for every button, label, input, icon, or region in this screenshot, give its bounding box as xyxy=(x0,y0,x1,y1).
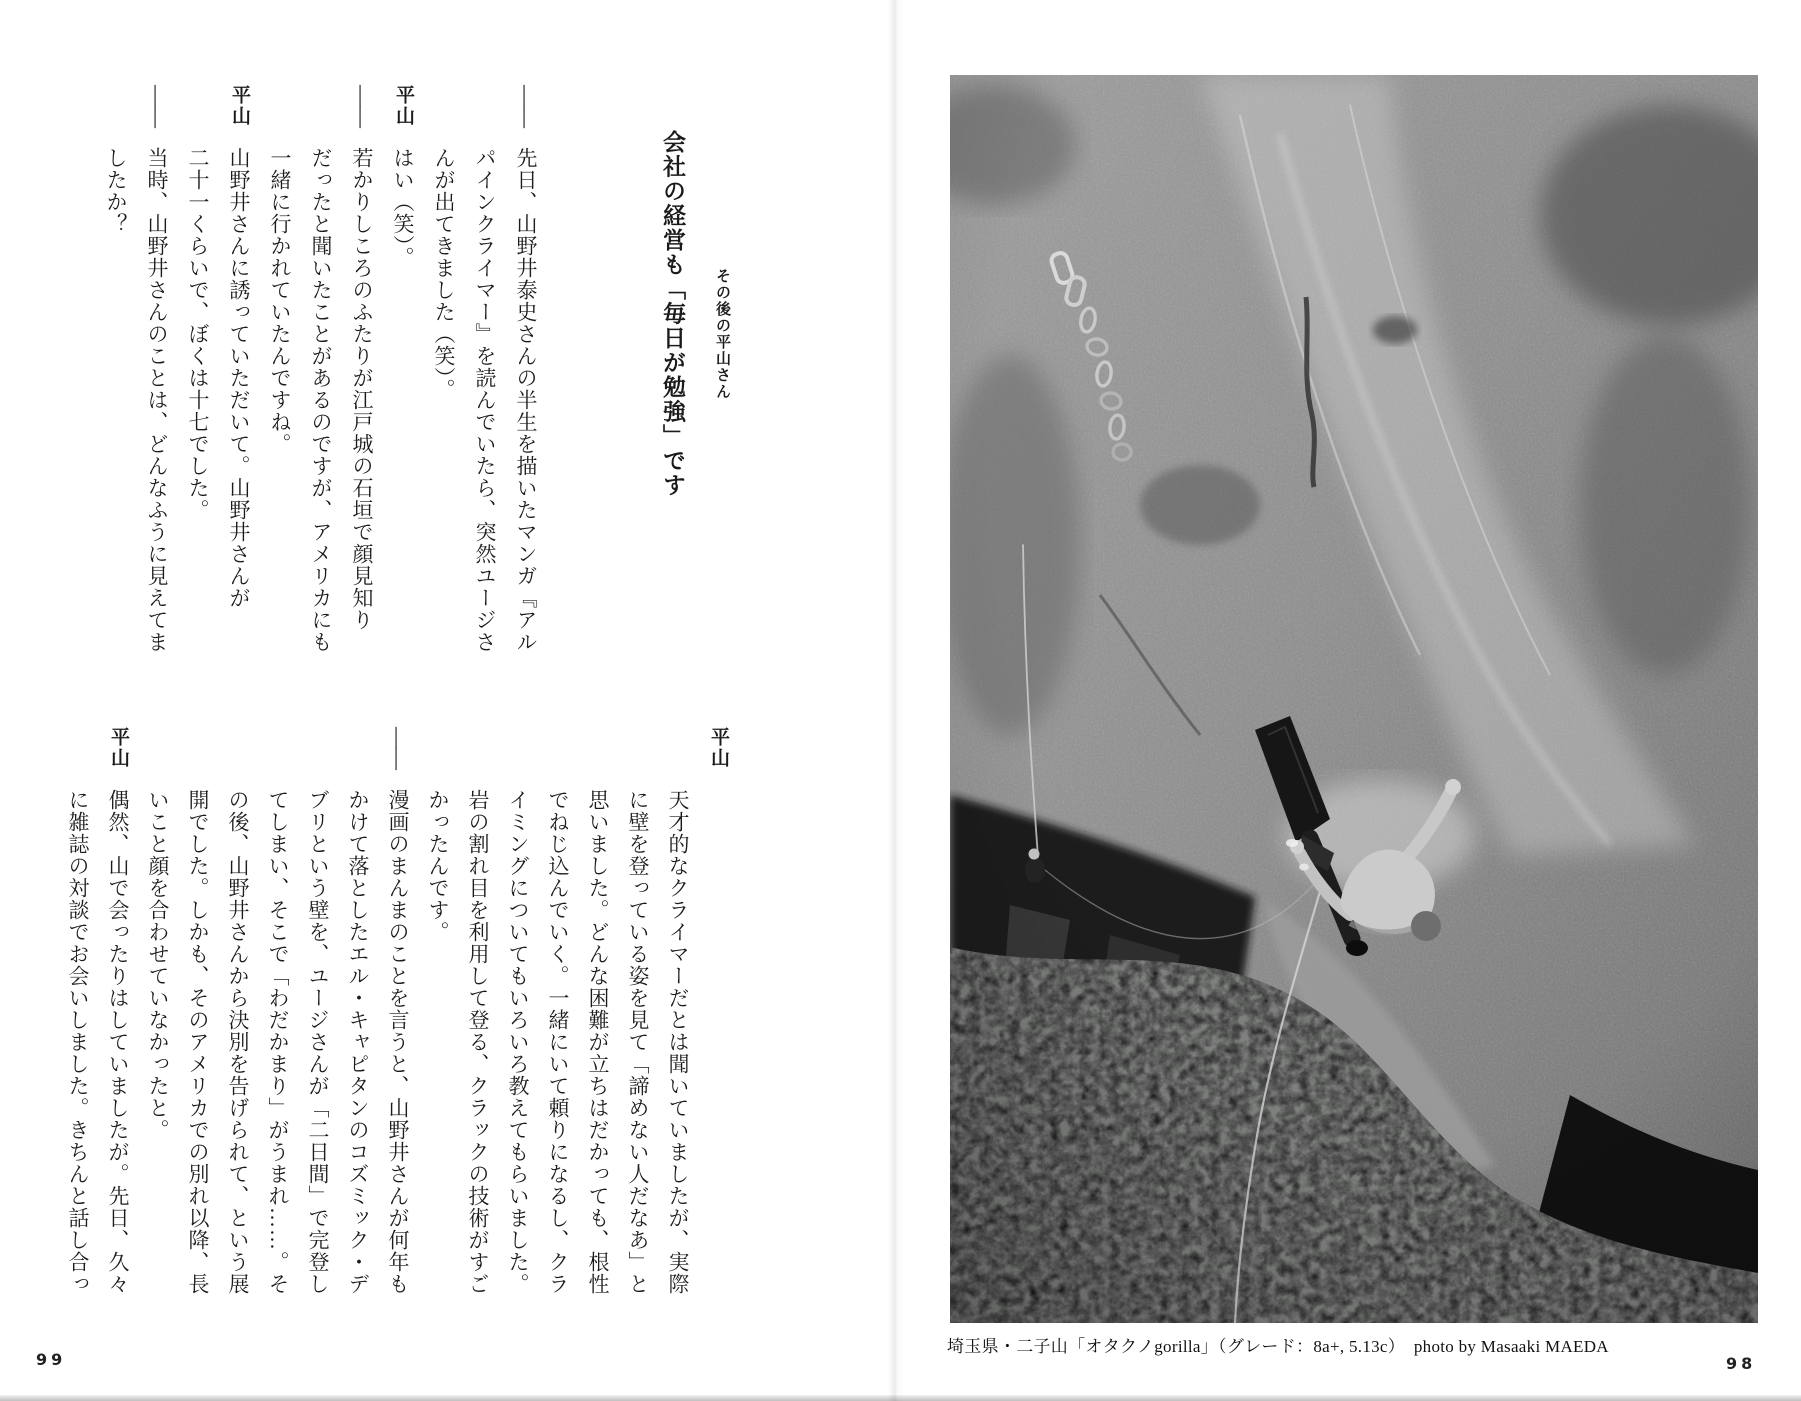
page-number-left: 99 xyxy=(36,1350,67,1369)
dash-marker: ―― xyxy=(386,727,411,769)
climbing-photo xyxy=(950,75,1758,1323)
page-title: 会社の経営も「毎日が勉強」です xyxy=(660,130,686,498)
column-text: んが出てきました（笑）。 xyxy=(432,147,456,401)
column-text: 漫画のまんまのことを言うと、山野井さんが何年も xyxy=(386,789,410,1295)
column-text: 思いました。どんな困難が立ちはだかっても、根性 xyxy=(586,789,610,1295)
column-text: 開でした。しかも、そのアメリカでの別れ以降、長 xyxy=(186,789,210,1295)
dash-marker: ―― xyxy=(514,85,539,127)
column-text: 天才的なクライマーだとは聞いていましたが、実際 xyxy=(666,789,690,1295)
column-text: だったと聞いたことがあるのですが、アメリカにも xyxy=(309,147,333,653)
text-column xyxy=(266,727,290,1295)
column-text: てしまい、そこで「わだかまり」がうまれ……。そ xyxy=(266,789,290,1295)
speaker-label: 平山 xyxy=(393,85,414,127)
scan-edge xyxy=(0,1395,1801,1401)
column-text: かけて落としたエル・キャピタンのコズミック・デ xyxy=(346,789,370,1295)
column-text: の後、山野井さんから決別を告げられて、という展 xyxy=(226,789,250,1295)
column-text: 岩の割れ目を利用して登る、クラックの技術がすご xyxy=(466,789,490,1295)
text-column xyxy=(391,85,415,269)
column-text: いこと顔を合わせていなかったと。 xyxy=(146,789,170,1141)
text-column xyxy=(146,727,170,1141)
text-column xyxy=(346,727,370,1295)
speaker-label: 平山 xyxy=(708,727,729,769)
lower-text-band xyxy=(0,727,800,1347)
column-text: 山野井さんに誘っていただいて。山野井さんが xyxy=(227,147,251,609)
text-column xyxy=(268,85,292,455)
speaker-label: 平山 xyxy=(108,727,129,769)
column-text: に壁を登っている姿を見て「諦めない人だなあ」と xyxy=(626,789,650,1295)
page-gutter xyxy=(888,0,904,1401)
text-column xyxy=(586,727,610,1295)
column-text: したか？ xyxy=(104,147,128,235)
text-column xyxy=(426,727,450,943)
column-text: 若かりしころのふたりが江戸城の石垣で顔見知り xyxy=(350,147,374,631)
text-column xyxy=(145,85,169,653)
column-text: に雑誌の対談でお会いしました。きちんと話し合っ xyxy=(66,789,90,1295)
text-column xyxy=(546,727,570,1295)
column-text: イミングについてもいろいろ教えてもらいました。 xyxy=(506,789,530,1295)
text-column xyxy=(104,85,128,235)
column-text: 一緒に行かれていたんですね。 xyxy=(268,147,292,455)
column-text: ブリという壁を、ユージさんが「二日間」で完登し xyxy=(306,789,330,1295)
text-column xyxy=(506,727,530,1295)
page-number-right: 98 xyxy=(1726,1354,1757,1373)
column-text: 二十一くらいで、ぼくは十七でした。 xyxy=(186,147,210,521)
text-column xyxy=(306,727,330,1295)
column-text: でねじ込んでいく。一緒にいて頼りになるし、クラ xyxy=(546,789,570,1295)
text-column xyxy=(666,727,690,1295)
text-column xyxy=(227,85,251,609)
text-column xyxy=(186,85,210,521)
column-text: パインクライマー』を読んでいたら、突然ユージさ xyxy=(473,147,497,653)
text-column xyxy=(514,85,538,653)
column-text: かったんです。 xyxy=(426,789,450,943)
photo-caption: 埼玉県・二子山「オタクノgorilla」（グレード：8a+, 5.13c） photo by Masaaki MAEDA xyxy=(947,1337,1609,1356)
upper-text-band xyxy=(0,85,800,685)
column-text: 偶然、山で会ったりはしていましたが。先日、久々 xyxy=(106,789,130,1295)
dash-marker: ―― xyxy=(145,85,170,127)
text-column xyxy=(309,85,333,653)
text-column xyxy=(186,727,210,1295)
section-kicker: その後の平山さん xyxy=(714,268,731,400)
column-text: 当時、山野井さんのことは、どんなふうに見えてま xyxy=(145,147,169,653)
text-column xyxy=(432,85,456,401)
text-column xyxy=(706,727,730,789)
photo-vignette xyxy=(950,75,1758,1323)
column-text: 先日、山野井泰史さんの半生を描いたマンガ『アル xyxy=(514,147,538,653)
text-column xyxy=(66,727,90,1295)
speaker-label: 平山 xyxy=(229,85,250,127)
text-column xyxy=(626,727,650,1295)
text-column xyxy=(226,727,250,1295)
text-column xyxy=(350,85,374,631)
column-text: はい（笑）。 xyxy=(391,147,415,269)
text-column xyxy=(473,85,497,653)
text-column xyxy=(466,727,490,1295)
text-column xyxy=(106,727,130,1295)
dash-marker: ―― xyxy=(350,85,375,127)
text-column xyxy=(386,727,410,1295)
